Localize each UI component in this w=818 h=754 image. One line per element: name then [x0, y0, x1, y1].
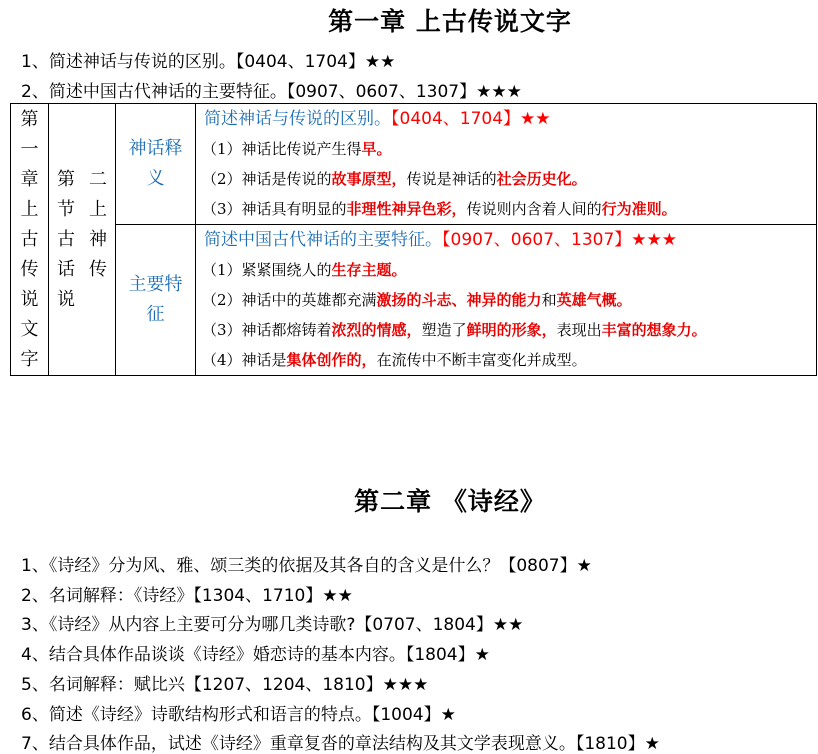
topic-heading	[196, 225, 816, 255]
point-text: （4）神话是	[202, 351, 287, 369]
heading-marks: 【0907、0607、1307】★★★	[442, 230, 678, 250]
topic-label-line: 主要特	[128, 274, 183, 295]
chapter1-question-1	[21, 47, 395, 72]
point-highlight: 鲜明的形象，	[466, 321, 557, 339]
point-line	[196, 345, 816, 375]
question-stars: ★★	[364, 52, 396, 72]
point-highlight: 浓烈的情感，	[331, 321, 422, 339]
chapter1-question-2	[21, 77, 522, 102]
question-text: 3、《诗经》从内容上主要可分为哪几类诗歌?【0707、1804】	[21, 615, 493, 635]
point-text: （2）神话是传说的	[202, 170, 332, 188]
chapter1-title: 第一章 上古传说文字	[328, 7, 572, 36]
point-line	[196, 255, 816, 285]
question-text: 2、名词解释：《诗经》【1304、1710】	[21, 586, 323, 606]
point-highlight: 行为准则。	[601, 200, 677, 218]
question-text: 1、《诗经》分为风、雅、颂三类的依据及其各自的含义是什么？【0807】	[21, 556, 577, 576]
heading-marks: 【0404、1704】★★	[391, 109, 551, 129]
section-label-char: 说	[57, 288, 75, 310]
point-text: 表现出	[556, 321, 602, 339]
study-table	[10, 103, 817, 376]
question-stars: ★★	[492, 615, 524, 635]
chapter-label-char: 说	[20, 288, 39, 310]
point-highlight: 非理性神异色彩，	[346, 200, 467, 218]
question-stars: ★★	[322, 586, 353, 606]
section-label-char: 上	[89, 198, 107, 220]
point-text: （1）神话比传说产生得	[202, 140, 362, 158]
point-text: （2）神话中的英雄都充满	[202, 291, 377, 309]
chapter-label-char: 一	[20, 138, 39, 160]
chapter2-title: 第二章 《诗经》	[354, 487, 546, 516]
question-stars: ★	[474, 645, 490, 665]
section-label-char: 二	[89, 168, 107, 190]
topic-label-line: 神话释	[128, 138, 183, 159]
point-highlight: 生存主题。	[331, 261, 407, 279]
point-text: 和	[541, 291, 557, 309]
point-highlight: 集体创作的，	[286, 351, 377, 369]
section-label-char: 古	[57, 228, 75, 250]
question-text: 7、结合具体作品，试述《诗经》重章复沓的章法结构及其文学表现意义。【1810】	[21, 734, 645, 754]
topic-label-myth-definition	[116, 104, 196, 225]
point-text: 传说则内含着人间的	[466, 200, 602, 218]
question-stars: ★	[576, 556, 592, 576]
question-text: 6、简述《诗经》诗歌结构形式和语言的特点。【1004】	[21, 705, 441, 725]
question-stars: ★	[644, 734, 660, 754]
chapter-label-char: 上	[20, 198, 39, 220]
point-text: （1）紧紧围绕人的	[202, 261, 332, 279]
question-text: 5、名词解释：赋比兴【1207、1204、1810】	[21, 675, 383, 695]
point-text: 传说是神话的	[406, 170, 497, 188]
section-label-char	[82, 285, 114, 315]
point-line	[196, 285, 816, 315]
point-text: （3）神话具有明显的	[202, 200, 347, 218]
point-highlight: 丰富的想象力。	[601, 321, 707, 339]
section-label-char: 节	[57, 198, 75, 220]
point-highlight: 激扬的斗志、神异的能力	[376, 291, 542, 309]
question-stars: ★	[440, 705, 456, 725]
topic-label-line: 义	[146, 168, 165, 189]
heading-text: 简述神话与传说的区别。	[204, 109, 391, 129]
point-line	[196, 134, 816, 164]
section-label-char: 第	[57, 168, 75, 190]
point-text: （3）神话都熔铸着	[202, 321, 332, 339]
point-highlight: 社会历史化。	[496, 170, 587, 188]
section-label-char: 传	[89, 258, 107, 280]
chapter2-question-5	[21, 670, 428, 695]
topic-heading	[196, 104, 816, 134]
question-stars: ★★★	[382, 675, 429, 695]
point-highlight: 故事原型，	[331, 170, 407, 188]
topic-content-myth-definition	[196, 104, 817, 225]
chapter-label-char: 第	[20, 108, 39, 130]
topic-content-main-features	[196, 225, 817, 376]
chapter2-question-2	[21, 581, 353, 606]
chapter2-question-4	[21, 640, 490, 665]
section-label-cell	[49, 104, 116, 376]
chapter2-question-1	[21, 551, 592, 576]
question-stars: ★★★	[476, 82, 522, 102]
chapter2-question-3	[21, 610, 523, 635]
question-text: 1、简述神话与传说的区别。【0404、1704】	[21, 52, 365, 72]
chapter-label-char: 古	[20, 228, 39, 250]
point-highlight: 早。	[361, 140, 392, 158]
topic-label-line: 征	[146, 304, 165, 325]
point-text: 塑造了	[421, 321, 467, 339]
chapter-label-char: 文	[20, 318, 39, 340]
topic-label-main-features	[116, 225, 196, 376]
question-text: 4、结合具体作品谈谈《诗经》婚恋诗的基本内容。【1804】	[21, 645, 475, 665]
chapter-label-cell	[11, 104, 49, 376]
chapter2-question-6	[21, 700, 456, 725]
chapter-label-char: 传	[20, 258, 39, 280]
chapter-label-char: 字	[20, 348, 39, 370]
heading-text: 简述中国古代神话的主要特征。	[204, 230, 442, 250]
point-text: 在流传中不断丰富变化并成型。	[376, 351, 587, 369]
point-highlight: 英雄气概。	[556, 291, 632, 309]
point-line	[196, 315, 816, 345]
chapter2-question-7	[21, 729, 660, 754]
section-label-char: 话	[57, 258, 75, 280]
chapter-label-char: 章	[20, 168, 39, 190]
section-label-char: 神	[89, 228, 107, 250]
question-text: 2、简述中国古代神话的主要特征。【0907、0607、1307】	[21, 82, 477, 102]
point-line	[196, 194, 816, 224]
point-line	[196, 164, 816, 194]
